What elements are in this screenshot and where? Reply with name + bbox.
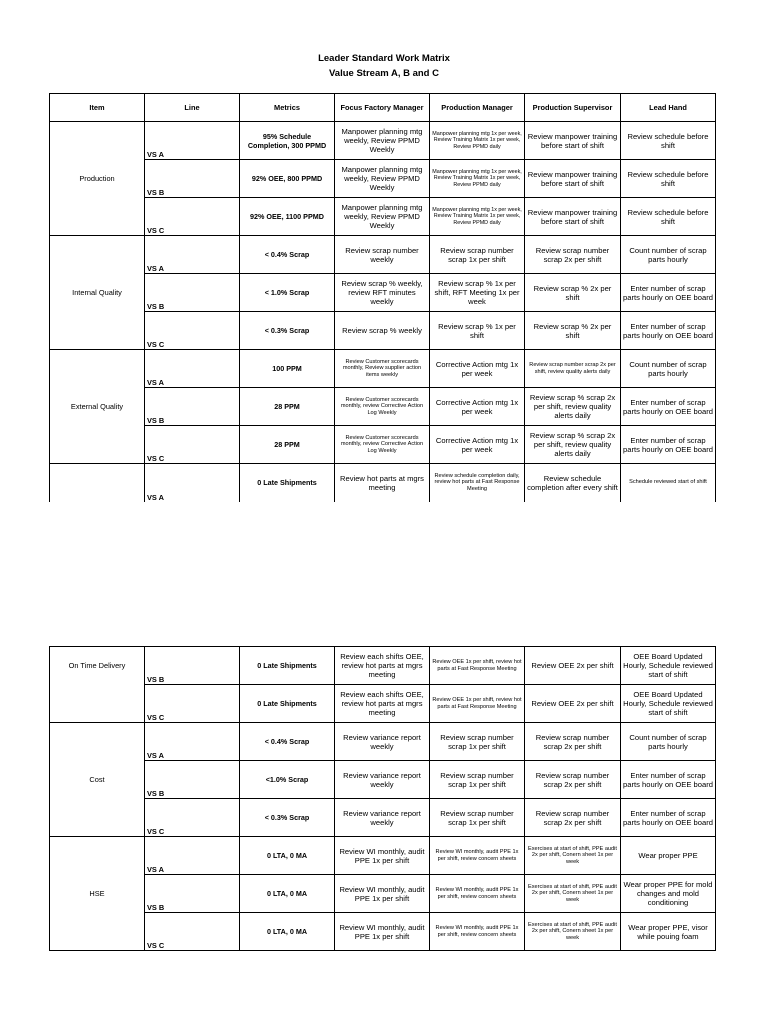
production-manager-cell: Corrective Action mtg 1x per week bbox=[430, 388, 525, 426]
line-cell: VS C bbox=[145, 198, 240, 236]
table-row bbox=[50, 388, 716, 426]
focus-factory-manager-cell: Review variance report weekly bbox=[335, 799, 430, 837]
line-cell: VS C bbox=[145, 426, 240, 464]
lead-hand-cell: Enter number of scrap parts hourly on OEE board bbox=[621, 388, 716, 426]
metric-cell: < 0.3% Scrap bbox=[240, 312, 335, 350]
metric-cell: 92% OEE, 1100 PPMD bbox=[240, 198, 335, 236]
col-header-production-supervisor: Production Supervisor bbox=[525, 94, 621, 122]
lead-hand-cell: Count number of scrap parts hourly bbox=[621, 350, 716, 388]
lead-hand-cell: Wear proper PPE, visor while pouing foam bbox=[621, 913, 716, 951]
metric-cell: < 0.4% Scrap bbox=[240, 723, 335, 761]
focus-factory-manager-cell: Manpower planning mtg weekly, Review PPMD Weekly bbox=[335, 160, 430, 198]
line-cell: VS C bbox=[145, 685, 240, 723]
table-row bbox=[50, 913, 716, 951]
document-header bbox=[0, 51, 768, 81]
production-supervisor-cell: Review scrap % scrap 2x per shift, review quality alerts daily bbox=[525, 388, 621, 426]
metric-cell: 95% Schedule Completion, 300 PPMD bbox=[240, 122, 335, 160]
table-row bbox=[50, 799, 716, 837]
table-row bbox=[50, 236, 716, 274]
table-row bbox=[50, 312, 716, 350]
production-supervisor-cell: Review schedule completion after every shift bbox=[525, 464, 621, 502]
focus-factory-manager-cell: Review Customer scorecards monthly, review Corrective Action Log Weekly bbox=[335, 426, 430, 464]
production-supervisor-cell: Exercises at start of shift, PPE audit 2x per shift, Conern sheet 1x per week bbox=[525, 913, 621, 951]
metric-cell: 28 PPM bbox=[240, 388, 335, 426]
metric-cell: 0 Late Shipments bbox=[240, 685, 335, 723]
line-cell: VS B bbox=[145, 274, 240, 312]
metric-cell: 28 PPM bbox=[240, 426, 335, 464]
production-manager-cell: Corrective Action mtg 1x per week bbox=[430, 426, 525, 464]
col-header-focus-factory-manager: Focus Factory Manager bbox=[335, 94, 430, 122]
metric-cell: 0 Late Shipments bbox=[240, 464, 335, 502]
matrix-table-page-2 bbox=[49, 646, 716, 951]
metric-cell: 100 PPM bbox=[240, 350, 335, 388]
lead-hand-cell: Wear proper PPE for mold changes and mold conditioning bbox=[621, 875, 716, 913]
production-manager-cell: Corrective Action mtg 1x per week bbox=[430, 350, 525, 388]
production-manager-cell: Review OEE 1x per shift, review hot parts at Fast Response Meeting bbox=[430, 685, 525, 723]
item-cell: Internal Quality bbox=[50, 236, 145, 350]
production-manager-cell: Review scrap % 1x per shift bbox=[430, 312, 525, 350]
production-supervisor-cell: Review OEE 2x per shift bbox=[525, 647, 621, 685]
production-supervisor-cell: Review OEE 2x per shift bbox=[525, 685, 621, 723]
focus-factory-manager-cell: Review WI monthly, audit PPE 1x per shift bbox=[335, 875, 430, 913]
lead-hand-cell: Enter number of scrap parts hourly on OEE board bbox=[621, 799, 716, 837]
production-supervisor-cell: Review scrap number scrap 2x per shift bbox=[525, 236, 621, 274]
line-cell: VS B bbox=[145, 875, 240, 913]
document-title: Leader Standard Work Matrix bbox=[318, 53, 450, 64]
metric-cell: 0 LTA, 0 MA bbox=[240, 875, 335, 913]
line-cell: VS C bbox=[145, 312, 240, 350]
table-row bbox=[50, 426, 716, 464]
production-supervisor-cell: Review scrap number scrap 2x per shift bbox=[525, 761, 621, 799]
production-manager-cell: Review scrap number scrap 1x per shift bbox=[430, 723, 525, 761]
col-header-lead-hand: Lead Hand bbox=[621, 94, 716, 122]
line-cell: VS A bbox=[145, 837, 240, 875]
table-row bbox=[50, 875, 716, 913]
header-row bbox=[50, 94, 716, 122]
focus-factory-manager-cell: Review WI monthly, audit PPE 1x per shift bbox=[335, 837, 430, 875]
table-row bbox=[50, 837, 716, 875]
item-cell: Production bbox=[50, 122, 145, 236]
table-row bbox=[50, 464, 716, 502]
production-manager-cell: Review scrap number scrap 1x per shift bbox=[430, 236, 525, 274]
production-manager-cell: Review OEE 1x per shift, review hot parts at Fast Response Meeting bbox=[430, 647, 525, 685]
line-cell: VS A bbox=[145, 122, 240, 160]
lead-hand-cell: Review schedule before shift bbox=[621, 198, 716, 236]
lead-hand-cell: Enter number of scrap parts hourly on OEE board bbox=[621, 312, 716, 350]
focus-factory-manager-cell: Review Customer scorecards monthly, review Corrective Action Log Weekly bbox=[335, 388, 430, 426]
col-header-line: Line bbox=[145, 94, 240, 122]
production-supervisor-cell: Review scrap number scrap 2x per shift bbox=[525, 723, 621, 761]
lead-hand-cell: Enter number of scrap parts hourly on OEE board bbox=[621, 274, 716, 312]
item-cell bbox=[50, 464, 145, 502]
lead-hand-cell: Count number of scrap parts hourly bbox=[621, 723, 716, 761]
line-cell: VS A bbox=[145, 236, 240, 274]
line-cell: VS A bbox=[145, 464, 240, 502]
production-manager-cell: Review WI monthly, audit PPE 1x per shift, review concern sheets bbox=[430, 875, 525, 913]
metric-cell: 0 LTA, 0 MA bbox=[240, 913, 335, 951]
item-cell: HSE bbox=[50, 837, 145, 951]
production-manager-cell: Manpower planning mtg 1x per week, Review Training Matrix 1x per week, Review PPMD daily bbox=[430, 198, 525, 236]
line-cell: VS C bbox=[145, 913, 240, 951]
table-row bbox=[50, 350, 716, 388]
lead-hand-cell: Count number of scrap parts hourly bbox=[621, 236, 716, 274]
focus-factory-manager-cell: Review variance report weekly bbox=[335, 723, 430, 761]
lead-hand-cell: Enter number of scrap parts hourly on OEE board bbox=[621, 761, 716, 799]
line-cell: VS C bbox=[145, 799, 240, 837]
production-supervisor-cell: Review scrap % 2x per shift bbox=[525, 274, 621, 312]
focus-factory-manager-cell: Manpower planning mtg weekly, Review PPMD Weekly bbox=[335, 122, 430, 160]
col-header-metrics: Metrics bbox=[240, 94, 335, 122]
focus-factory-manager-cell: Review scrap % weekly bbox=[335, 312, 430, 350]
item-cell: On Time Delivery bbox=[50, 647, 145, 723]
production-supervisor-cell: Review scrap number scrap 2x per shift bbox=[525, 799, 621, 837]
production-supervisor-cell: Exercises at start of shift, PPE audit 2x per shift, Conern sheet 1x per week bbox=[525, 837, 621, 875]
focus-factory-manager-cell: Review scrap % weekly, review RFT minutes weekly bbox=[335, 274, 430, 312]
focus-factory-manager-cell: Review hot parts at mgrs meeting bbox=[335, 464, 430, 502]
item-cell: External Quality bbox=[50, 350, 145, 464]
line-cell: VS B bbox=[145, 647, 240, 685]
lead-hand-cell: OEE Board Updated Hourly, Schedule reviewed start of shift bbox=[621, 685, 716, 723]
table-row bbox=[50, 198, 716, 236]
line-cell: VS B bbox=[145, 388, 240, 426]
metric-cell: 0 Late Shipments bbox=[240, 647, 335, 685]
production-supervisor-cell: Review manpower training before start of shift bbox=[525, 160, 621, 198]
matrix-table-page-1 bbox=[49, 93, 716, 502]
line-cell: VS A bbox=[145, 350, 240, 388]
focus-factory-manager-cell: Review each shifts OEE, review hot parts at mgrs meeting bbox=[335, 647, 430, 685]
lead-hand-cell: Review schedule before shift bbox=[621, 122, 716, 160]
table-row bbox=[50, 685, 716, 723]
col-header-production-manager: Production Manager bbox=[430, 94, 525, 122]
table-row bbox=[50, 122, 716, 160]
metric-cell: 0 LTA, 0 MA bbox=[240, 837, 335, 875]
metric-cell: < 0.3% Scrap bbox=[240, 799, 335, 837]
focus-factory-manager-cell: Review variance report weekly bbox=[335, 761, 430, 799]
table-row bbox=[50, 647, 716, 685]
production-manager-cell: Review scrap number scrap 1x per shift bbox=[430, 799, 525, 837]
focus-factory-manager-cell: Review WI monthly, audit PPE 1x per shift bbox=[335, 913, 430, 951]
lead-hand-cell: OEE Board Updated Hourly, Schedule reviewed start of shift bbox=[621, 647, 716, 685]
table-row bbox=[50, 274, 716, 312]
metric-cell: < 0.4% Scrap bbox=[240, 236, 335, 274]
production-supervisor-cell: Review scrap number scrap 2x per shift, review quality alerts daily bbox=[525, 350, 621, 388]
line-cell: VS B bbox=[145, 160, 240, 198]
production-manager-cell: Review WI monthly, audit PPE 1x per shift, review concern sheets bbox=[430, 837, 525, 875]
production-manager-cell: Review scrap number scrap 1x per shift bbox=[430, 761, 525, 799]
production-manager-cell: Manpower planning mtg 1x per week, Review Training Matrix 1x per week, Review PPMD daily bbox=[430, 160, 525, 198]
line-cell: VS B bbox=[145, 761, 240, 799]
focus-factory-manager-cell: Manpower planning mtg weekly, Review PPMD Weekly bbox=[335, 198, 430, 236]
production-manager-cell: Review WI monthly, audit PPE 1x per shift, review concern sheets bbox=[430, 913, 525, 951]
document-subtitle: Value Stream A, B and C bbox=[329, 68, 439, 79]
focus-factory-manager-cell: Review each shifts OEE, review hot parts at mgrs meeting bbox=[335, 685, 430, 723]
table-row bbox=[50, 160, 716, 198]
table-row bbox=[50, 723, 716, 761]
production-manager-cell: Review scrap % 1x per shift, RFT Meeting 1x per week bbox=[430, 274, 525, 312]
production-supervisor-cell: Review scrap % 2x per shift bbox=[525, 312, 621, 350]
production-supervisor-cell: Review manpower training before start of shift bbox=[525, 198, 621, 236]
lead-hand-cell: Enter number of scrap parts hourly on OEE board bbox=[621, 426, 716, 464]
production-manager-cell: Manpower planning mtg 1x per week, Review Training Matrix 1x per week, Review PPMD daily bbox=[430, 122, 525, 160]
metric-cell: < 1.0% Scrap bbox=[240, 274, 335, 312]
production-supervisor-cell: Exercises at start of shift, PPE audit 2x per shift, Conern sheet 1x per week bbox=[525, 875, 621, 913]
focus-factory-manager-cell: Review scrap number weekly bbox=[335, 236, 430, 274]
metric-cell: <1.0% Scrap bbox=[240, 761, 335, 799]
lead-hand-cell: Schedule reviewed start of shift bbox=[621, 464, 716, 502]
lead-hand-cell: Wear proper PPE bbox=[621, 837, 716, 875]
metric-cell: 92% OEE, 800 PPMD bbox=[240, 160, 335, 198]
line-cell: VS A bbox=[145, 723, 240, 761]
item-cell: Cost bbox=[50, 723, 145, 837]
production-supervisor-cell: Review scrap % scrap 2x per shift, review quality alerts daily bbox=[525, 426, 621, 464]
lead-hand-cell: Review schedule before shift bbox=[621, 160, 716, 198]
col-header-item: Item bbox=[50, 94, 145, 122]
production-supervisor-cell: Review manpower training before start of shift bbox=[525, 122, 621, 160]
production-manager-cell: Review schedule completion daily, review hot parts at Fast Response Meeting bbox=[430, 464, 525, 502]
table-row bbox=[50, 761, 716, 799]
focus-factory-manager-cell: Review Customer scorecards monthly, Review supplier action items weekly bbox=[335, 350, 430, 388]
